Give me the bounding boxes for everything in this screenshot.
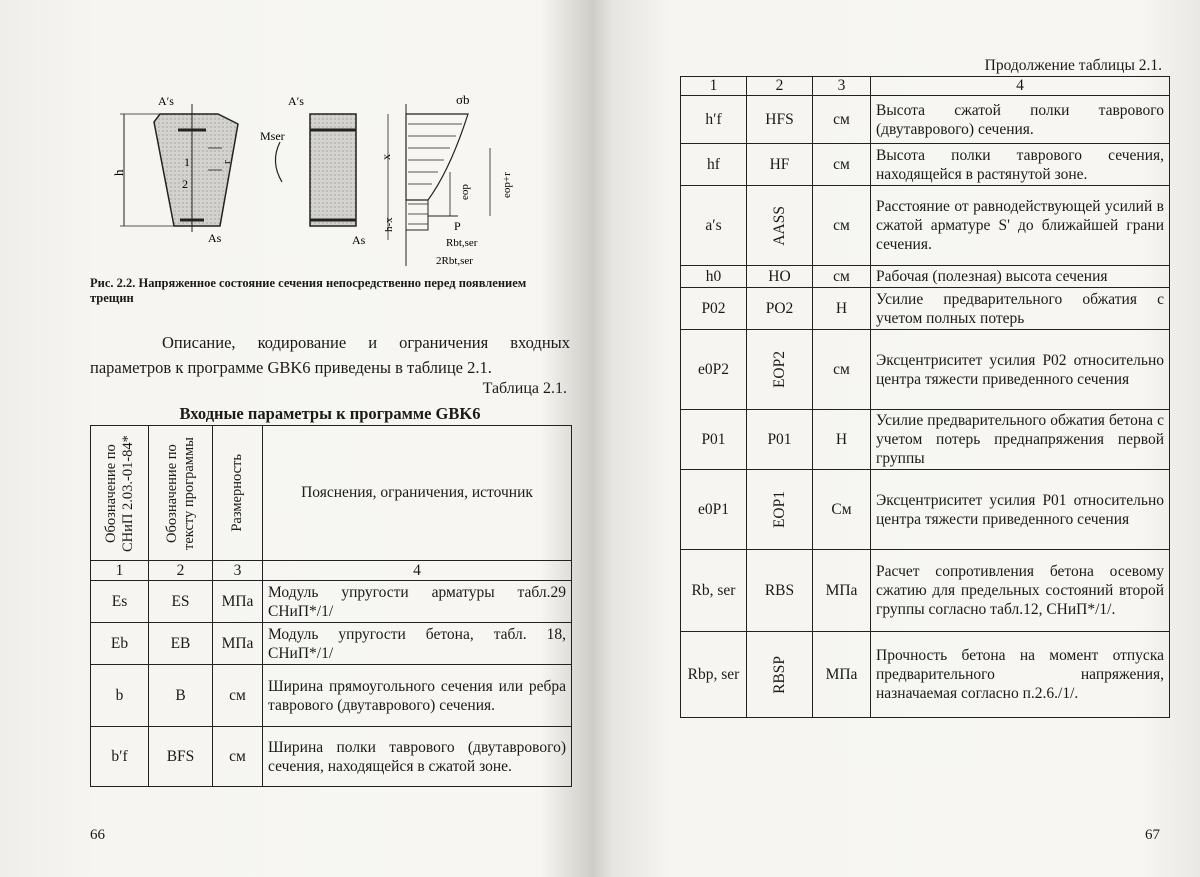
params-table [90,425,572,787]
code-cell: PO2 [747,288,813,330]
symbol-cell: Rb, ser [681,550,747,632]
symbol-cell: P01 [681,410,747,470]
table-row [91,665,572,727]
r-label: r [221,160,233,164]
symbol-cell: a′s [681,186,747,266]
code-cell: EB [149,623,213,665]
unit-cell: МПа [813,632,871,718]
symbol-cell: b [91,665,149,727]
unit-cell: МПа [813,550,871,632]
description-cell: Модуль упругости арматуры табл.29 СНиП*/1/ [263,581,572,623]
p-label: P [454,219,461,233]
table-row [681,96,1170,144]
description-cell: Усилие предварительного обжатия бетона с учетом потерь преднапряжения первой группы [871,410,1170,470]
description-cell: Прочность бетона на момент отпуска предварительного напряжения, назначаемая согласно п.2.6./1/. [871,632,1170,718]
col-number: 2 [747,77,813,96]
figure-caption: Рис. 2.2. Напряженное состояние сечения непосредственно перед появлением трещин [90,276,527,305]
right-page [600,0,1200,877]
params-table-continued [680,76,1170,718]
unit-cell: Н [813,410,871,470]
code-cell: HF [747,144,813,186]
table-row [681,470,1170,550]
unit-cell: см [213,727,263,787]
col-header-program: Обозначение по тексту программы [149,426,213,561]
rbt-ser-label: Rbt,ser [446,237,478,249]
table-continuation-label: Продолжение таблицы 2.1. [984,57,1162,74]
unit-cell: Н [813,288,871,330]
table-label: Таблица 2.1. [482,380,567,397]
unit-cell: см [813,266,871,288]
two-rbt-ser-label: 2Rbt,ser [436,255,473,267]
code-cell: EOP2 [747,330,813,410]
unit-cell: см [813,144,871,186]
m-ser-label: Mser [260,129,285,143]
col-number: 2 [149,561,213,581]
table-row [681,288,1170,330]
description-cell: Усилие предварительного обжатия с учетом полных потерь [871,288,1170,330]
description-cell: Модуль упругости бетона, табл. 18, СНиП*/1/ [263,623,572,665]
as-label-2: As [352,233,366,247]
table-row [681,550,1170,632]
table-row [681,144,1170,186]
table-row [681,186,1170,266]
code-cell: B [149,665,213,727]
symbol-cell: h′f [681,96,747,144]
code-cell: RBSP [747,632,813,718]
code-cell: AASS [747,186,813,266]
table-row [91,581,572,623]
col-header-snip: Обозначение по СНиП 2.03.-01-84* [91,426,149,561]
x-label: x [379,154,393,160]
symbol-cell: e0P2 [681,330,747,410]
col-number: 1 [91,561,149,581]
col-number: 1 [681,77,747,96]
code-cell: HO [747,266,813,288]
description-cell: Расчет сопротивления бетона осевому сжатию для предельных состояний второй группы согласно табл.12, СНиП*/1/. [871,550,1170,632]
description-cell: Высота сжатой полки таврового (двутаврового) сечения. [871,96,1170,144]
code-cell: RBS [747,550,813,632]
code-cell: EOP1 [747,470,813,550]
unit-cell: см [813,330,871,410]
column-numbers-row [91,561,572,581]
as-label-1: As [208,231,222,245]
code-cell: HFS [747,96,813,144]
description-cell: Эксцентриситет усилия P01 относительно центра тяжести приведенного сечения [871,470,1170,550]
unit-cell: см [813,186,871,266]
symbol-cell: Es [91,581,149,623]
unit-cell: МПа [213,623,263,665]
stress-diagram-figure [110,90,530,270]
table-row [681,632,1170,718]
symbol-cell: h0 [681,266,747,288]
description-cell: Рабочая (полезная) высота сечения [871,266,1170,288]
page-number-right: 67 [1145,827,1160,843]
symbol-cell: Eb [91,623,149,665]
symbol-cell: e0P1 [681,470,747,550]
description-cell: Эксцентриситет усилия P02 относительно центра тяжести приведенного сечения [871,330,1170,410]
table-row [681,266,1170,288]
description-cell: Высота полки таврового сечения, находящейся в растянутой зоне. [871,144,1170,186]
e-op-label: eop [459,184,471,200]
table-row [681,410,1170,470]
col-number: 3 [213,561,263,581]
col-number: 3 [813,77,871,96]
column-numbers-row [681,77,1170,96]
table-row [91,623,572,665]
unit-cell: См [813,470,871,550]
table-row [91,727,572,787]
table-row [681,330,1170,410]
page-number-left: 66 [90,827,105,843]
sigma-b-label: σb [456,92,470,107]
description-cell: Расстояние от равнодействующей усилий в сжатой арматуре S' до ближайшей грани сечения. [871,186,1170,266]
symbol-cell: Rbp, ser [681,632,747,718]
description-cell: Ширина полки таврового (двутаврового) сечения, находящейся в сжатой зоне. [263,727,572,787]
e-op-r-label: eop+r [501,172,513,198]
code-cell: ES [149,581,213,623]
symbol-cell: hf [681,144,747,186]
intro-paragraph: Описание, кодирование и ограничения входных параметров к программе GBK6 приведены в таблице 2.1. [90,333,570,377]
unit-cell: МПа [213,581,263,623]
h-label: h [111,169,126,176]
table-title: Входные параметры к программе GBK6 [179,404,481,423]
symbol-cell: P02 [681,288,747,330]
code-cell: P01 [747,410,813,470]
as-prime-label-1: A′s [158,94,174,108]
col-number: 4 [263,561,572,581]
point-2-label: 2 [182,177,188,191]
col-header-units: Размерность [213,426,263,561]
h-minus-x-label: h-x [383,217,395,232]
point-1-label: 1 [184,155,190,169]
as-prime-label-2: A′s [288,94,304,108]
col-header-notes: Пояснения, ограничения, источник [263,426,572,561]
table-header-row [91,426,572,561]
symbol-cell: b′f [91,727,149,787]
unit-cell: см [213,665,263,727]
unit-cell: см [813,96,871,144]
description-cell: Ширина прямоугольного сечения или ребра таврового (двутаврового) сечения. [263,665,572,727]
code-cell: BFS [149,727,213,787]
col-number: 4 [871,77,1170,96]
